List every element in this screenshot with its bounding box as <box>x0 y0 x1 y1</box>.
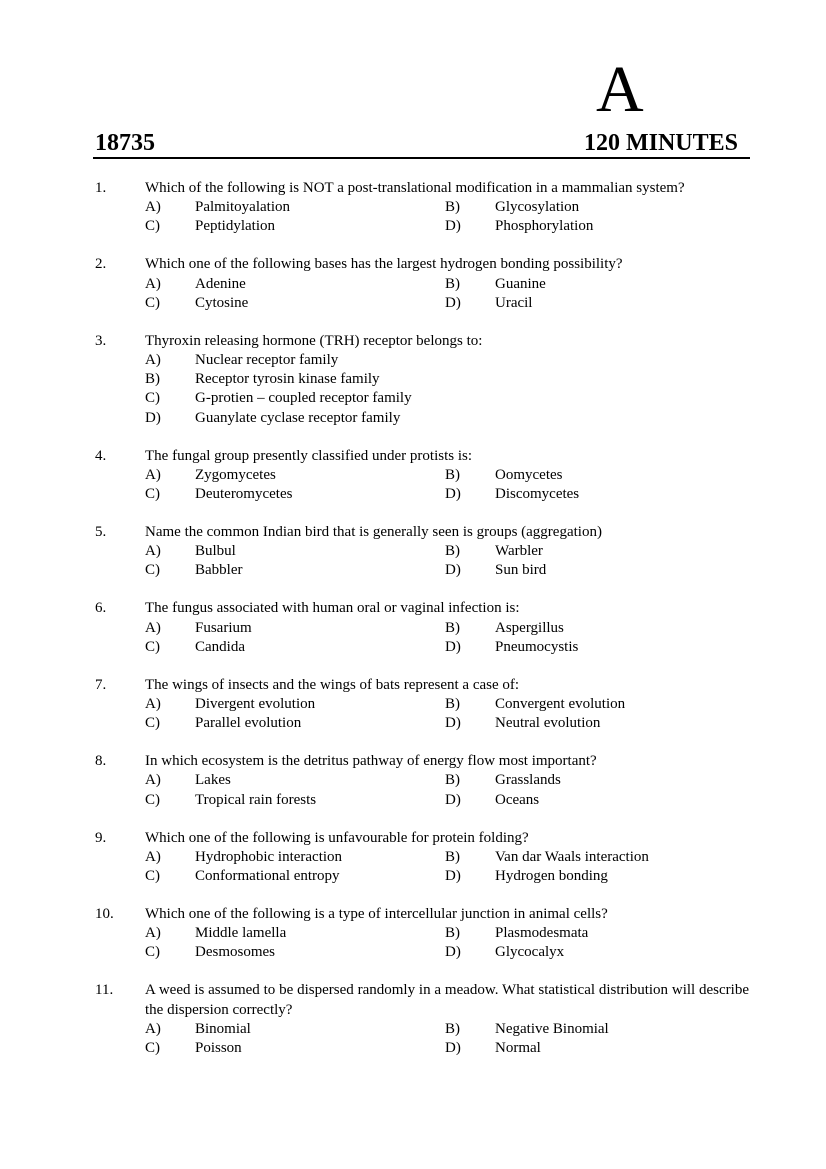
option-text: Conformational entropy <box>195 868 340 885</box>
options-row <box>145 294 749 313</box>
answer-option <box>145 275 445 294</box>
options-block <box>145 924 749 962</box>
option-letter: B) <box>445 275 460 292</box>
options-row <box>145 848 749 867</box>
question-item <box>95 905 749 963</box>
answer-option <box>445 695 745 714</box>
option-text: Glycocalyx <box>495 944 565 961</box>
option-letter: A) <box>145 848 161 865</box>
answer-option <box>445 867 745 886</box>
options-row <box>145 561 749 580</box>
option-text: Negative Binomial <box>495 1020 609 1037</box>
answer-option <box>445 771 745 790</box>
options-row <box>145 351 749 370</box>
option-letter: D) <box>445 715 461 732</box>
option-text: Nuclear receptor family <box>195 352 339 369</box>
option-text: G-protien – coupled receptor family <box>195 390 412 407</box>
question-text: A weed is assumed to be dispersed randomly in a meadow. What statistical distribution will describe the dispersion correctly? <box>145 982 749 1018</box>
option-letter: C) <box>145 638 160 655</box>
option-text: Van dar Waals interaction <box>495 848 649 865</box>
question-number: 9. <box>95 829 107 846</box>
option-text: Fusarium <box>195 619 252 636</box>
option-letter: D) <box>445 1040 461 1057</box>
option-letter: D) <box>445 294 461 311</box>
options-row <box>145 466 749 485</box>
option-letter: C) <box>145 218 160 235</box>
question-set-letter: A <box>596 53 644 126</box>
answer-option <box>145 351 445 370</box>
option-letter: A) <box>145 696 161 713</box>
question-item <box>95 829 749 887</box>
option-letter: A) <box>145 352 161 369</box>
options-block <box>145 1020 749 1058</box>
option-letter: C) <box>145 1040 160 1057</box>
option-text: Aspergillus <box>495 619 564 636</box>
options-row <box>145 867 749 886</box>
option-text: Glycosylation <box>495 199 580 216</box>
option-letter: A) <box>145 772 161 789</box>
option-letter: B) <box>445 696 460 713</box>
question-text: The wings of insects and the wings of bats represent a case of: <box>145 676 520 693</box>
option-text: Peptidylation <box>195 218 275 235</box>
option-text: Palmitoyalation <box>195 199 290 216</box>
answer-option <box>145 848 445 867</box>
question-number: 2. <box>95 256 107 273</box>
question-number: 10. <box>95 906 114 923</box>
option-letter: D) <box>445 486 461 503</box>
answer-option <box>145 791 445 810</box>
exam-duration: 120 MINUTES <box>583 130 738 156</box>
option-letter: D) <box>145 409 161 426</box>
option-letter: C) <box>145 944 160 961</box>
options-row <box>145 370 749 389</box>
option-letter: D) <box>445 562 461 579</box>
option-text: Parallel evolution <box>195 715 302 732</box>
answer-option <box>145 771 445 790</box>
option-text: Grasslands <box>495 772 561 789</box>
option-text: Hydrogen bonding <box>495 868 608 885</box>
answer-option <box>445 217 745 236</box>
option-letter: D) <box>445 944 461 961</box>
option-text: Desmosomes <box>195 944 275 961</box>
option-text: Divergent evolution <box>195 696 316 713</box>
option-text: Normal <box>495 1040 541 1057</box>
options-row <box>145 217 749 236</box>
answer-option <box>445 466 745 485</box>
question-list <box>95 179 749 1077</box>
answer-option <box>445 924 745 943</box>
option-letter: B) <box>445 925 460 942</box>
answer-option <box>145 714 445 733</box>
option-letter: A) <box>145 543 161 560</box>
option-letter: D) <box>445 791 461 808</box>
option-letter: C) <box>145 486 160 503</box>
answer-option <box>145 389 445 408</box>
option-text: Warbler <box>495 543 543 560</box>
question-number: 6. <box>95 600 107 617</box>
question-number: 4. <box>95 447 107 464</box>
option-text: Oomycetes <box>495 466 563 483</box>
question-text: In which ecosystem is the detritus pathway of energy flow most important? <box>145 753 597 770</box>
options-row <box>145 638 749 657</box>
option-letter: C) <box>145 562 160 579</box>
question-item <box>95 599 749 657</box>
options-block <box>145 198 749 236</box>
answer-option <box>445 714 745 733</box>
options-block <box>145 351 749 428</box>
options-block <box>145 466 749 504</box>
option-letter: B) <box>445 619 460 636</box>
options-row <box>145 714 749 733</box>
question-item <box>95 179 749 237</box>
question-text: Thyroxin releasing hormone (TRH) receptor belongs to: <box>145 332 483 349</box>
question-item <box>95 255 749 313</box>
options-row <box>145 943 749 962</box>
question-item <box>95 981 749 1058</box>
answer-option <box>445 1020 745 1039</box>
question-number: 8. <box>95 753 107 770</box>
option-letter: A) <box>145 466 161 483</box>
question-text: Name the common Indian bird that is generally seen is groups (aggregation) <box>145 524 602 541</box>
answer-option <box>445 791 745 810</box>
options-block <box>145 695 749 733</box>
options-row <box>145 542 749 561</box>
answer-option <box>145 619 445 638</box>
options-row <box>145 1039 749 1058</box>
option-text: Candida <box>195 638 245 655</box>
answer-option <box>145 695 445 714</box>
option-text: Neutral evolution <box>495 715 601 732</box>
option-text: Pneumocystis <box>495 638 579 655</box>
answer-option <box>445 561 745 580</box>
option-letter: B) <box>445 543 460 560</box>
options-row <box>145 619 749 638</box>
answer-option <box>145 217 445 236</box>
answer-option <box>445 542 745 561</box>
option-text: Guanylate cyclase receptor family <box>195 409 401 426</box>
question-number: 3. <box>95 332 107 349</box>
option-text: Adenine <box>195 275 246 292</box>
option-text: Sun bird <box>495 562 547 579</box>
option-text: Lakes <box>195 772 231 789</box>
option-text: Hydrophobic interaction <box>195 848 343 865</box>
options-row <box>145 485 749 504</box>
option-letter: C) <box>145 868 160 885</box>
option-letter: C) <box>145 294 160 311</box>
options-row <box>145 275 749 294</box>
option-text: Deuteromycetes <box>195 486 293 503</box>
option-text: Uracil <box>495 294 533 311</box>
question-number: 11. <box>95 982 114 999</box>
options-row <box>145 409 749 428</box>
answer-option <box>445 638 745 657</box>
option-letter: B) <box>445 466 460 483</box>
option-letter: B) <box>445 772 460 789</box>
option-text: Plasmodesmata <box>495 925 589 942</box>
option-text: Babbler <box>195 562 243 579</box>
option-letter: A) <box>145 1020 161 1037</box>
option-letter: B) <box>445 848 460 865</box>
answer-option <box>145 294 445 313</box>
options-row <box>145 695 749 714</box>
options-block <box>145 542 749 580</box>
options-row <box>145 1020 749 1039</box>
option-text: Convergent evolution <box>495 696 626 713</box>
question-number: 5. <box>95 524 107 541</box>
options-row <box>145 389 749 408</box>
option-letter: B) <box>145 371 160 388</box>
question-item <box>95 523 749 581</box>
options-block <box>145 771 749 809</box>
options-row <box>145 198 749 217</box>
question-text: Which one of the following is unfavourable for protein folding? <box>145 829 529 846</box>
option-letter: A) <box>145 275 161 292</box>
options-row <box>145 791 749 810</box>
question-text: The fungus associated with human oral or vaginal infection is: <box>145 600 520 617</box>
header-rule <box>93 157 750 159</box>
answer-option <box>145 466 445 485</box>
option-text: Tropical rain forests <box>195 791 317 808</box>
option-letter: C) <box>145 390 160 407</box>
options-block <box>145 275 749 313</box>
option-letter: D) <box>445 868 461 885</box>
answer-option <box>145 561 445 580</box>
option-text: Cytosine <box>195 294 249 311</box>
options-row <box>145 771 749 790</box>
answer-option <box>145 370 445 389</box>
options-block <box>145 848 749 886</box>
answer-option <box>145 542 445 561</box>
option-letter: D) <box>445 218 461 235</box>
answer-option <box>445 275 745 294</box>
question-item <box>95 447 749 505</box>
option-text: Phosphorylation <box>495 218 594 235</box>
option-letter: B) <box>445 199 460 216</box>
answer-option <box>445 943 745 962</box>
question-text: Which one of the following bases has the largest hydrogen bonding possibility? <box>145 256 623 273</box>
option-letter: A) <box>145 619 161 636</box>
question-text: Which one of the following is a type of intercellular junction in animal cells? <box>145 906 608 923</box>
option-letter: C) <box>145 715 160 732</box>
option-text: Zygomycetes <box>195 466 276 483</box>
answer-option <box>145 638 445 657</box>
answer-option <box>445 848 745 867</box>
answer-option <box>445 1039 745 1058</box>
answer-option <box>145 943 445 962</box>
option-letter: B) <box>445 1020 460 1037</box>
answer-option <box>145 485 445 504</box>
answer-option <box>445 485 745 504</box>
answer-option <box>145 1039 445 1058</box>
option-text: Bulbul <box>195 543 236 560</box>
option-text: Guanine <box>495 275 546 292</box>
answer-option <box>145 867 445 886</box>
question-number: 7. <box>95 676 107 693</box>
option-text: Discomycetes <box>495 486 580 503</box>
option-text: Poisson <box>195 1040 242 1057</box>
answer-option <box>145 198 445 217</box>
option-text: Oceans <box>495 791 540 808</box>
answer-option <box>445 198 745 217</box>
answer-option <box>145 924 445 943</box>
question-text: Which of the following is NOT a post-translational modification in a mammalian system? <box>145 180 685 196</box>
option-letter: A) <box>145 199 161 216</box>
answer-option <box>445 294 745 313</box>
option-text: Receptor tyrosin kinase family <box>195 371 380 388</box>
question-text: The fungal group presently classified under protists is: <box>145 447 473 464</box>
paper-code: 18735 <box>95 130 155 156</box>
option-text: Binomial <box>195 1020 251 1037</box>
option-letter: C) <box>145 791 160 808</box>
options-block <box>145 619 749 657</box>
question-number: 1. <box>95 180 107 196</box>
question-item <box>95 332 749 428</box>
option-letter: A) <box>145 925 161 942</box>
answer-option <box>145 409 445 428</box>
options-row <box>145 924 749 943</box>
answer-option <box>445 619 745 638</box>
question-item <box>95 676 749 734</box>
question-item <box>95 752 749 810</box>
option-letter: D) <box>445 638 461 655</box>
option-text: Middle lamella <box>195 925 287 942</box>
answer-option <box>145 1020 445 1039</box>
